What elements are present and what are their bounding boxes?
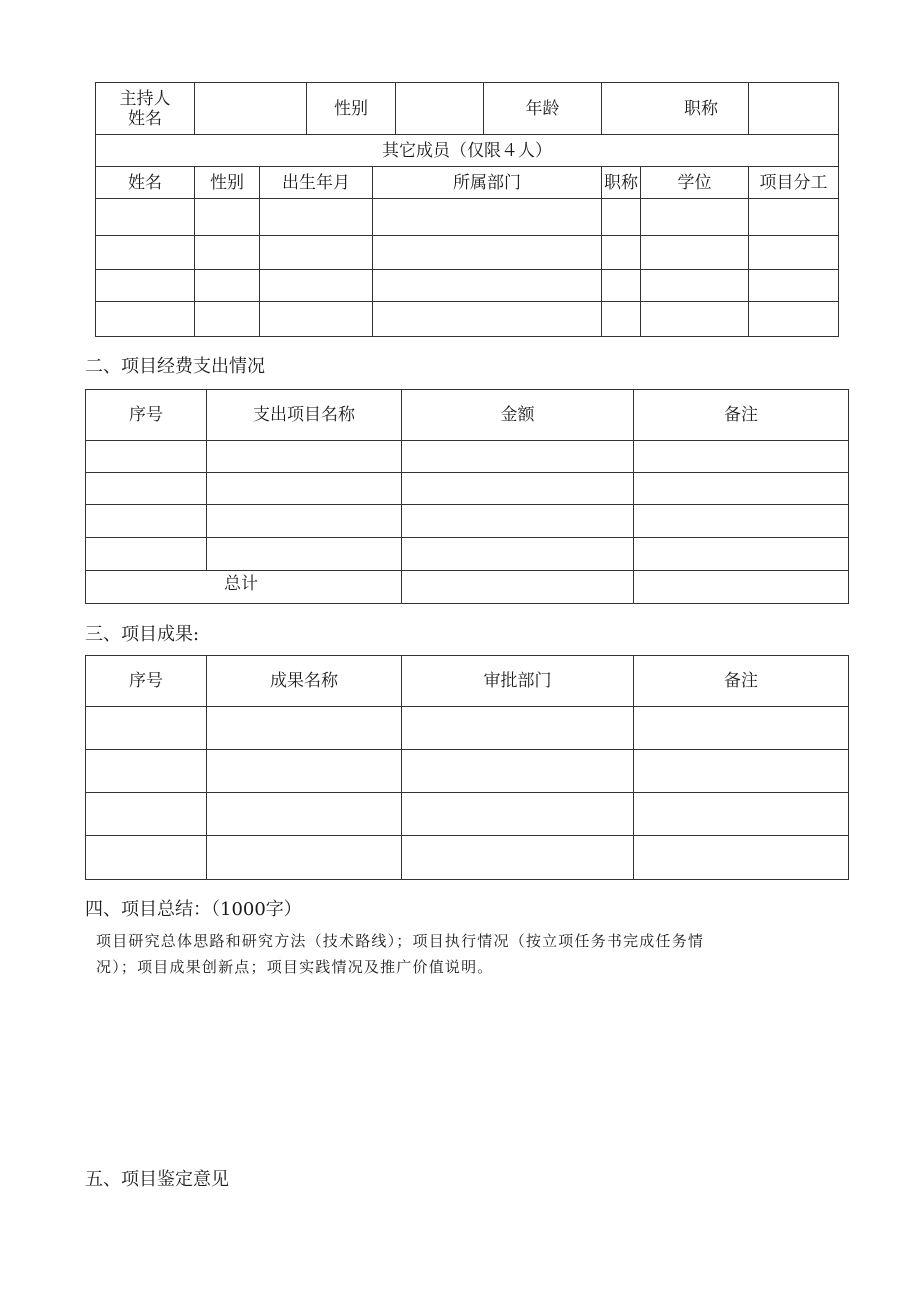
expense-cell[interactable] bbox=[86, 473, 207, 505]
member-cell[interactable] bbox=[373, 236, 602, 270]
expense-row bbox=[86, 505, 849, 538]
member-cell[interactable] bbox=[260, 236, 373, 270]
host-name-cell[interactable] bbox=[195, 83, 307, 135]
section2-heading: 二、项目经费支出情况 bbox=[85, 356, 265, 377]
expense-total-amount[interactable] bbox=[402, 571, 634, 604]
host-gender-label: 性别 bbox=[307, 83, 396, 135]
host-age-label: 年龄 bbox=[484, 83, 602, 135]
member-cell[interactable] bbox=[195, 199, 260, 236]
expense-cell[interactable] bbox=[402, 538, 634, 571]
results-row bbox=[86, 836, 849, 880]
expense-header-item: 支出项目名称 bbox=[207, 390, 402, 441]
member-cell[interactable] bbox=[749, 236, 839, 270]
expense-header-index: 序号 bbox=[86, 390, 207, 441]
section5-heading: 五、项目鉴定意见 bbox=[85, 1169, 229, 1190]
expense-cell[interactable] bbox=[634, 505, 849, 538]
member-cell[interactable] bbox=[260, 302, 373, 337]
member-cell[interactable] bbox=[373, 302, 602, 337]
expense-cell[interactable] bbox=[207, 473, 402, 505]
member-cell[interactable] bbox=[602, 270, 641, 302]
results-cell[interactable] bbox=[634, 836, 849, 880]
results-header-remark: 备注 bbox=[634, 656, 849, 707]
results-cell[interactable] bbox=[86, 707, 207, 750]
expense-table bbox=[85, 389, 849, 604]
results-header-name: 成果名称 bbox=[207, 656, 402, 707]
expense-header-amount: 金额 bbox=[402, 390, 634, 441]
host-gender-cell[interactable] bbox=[396, 83, 484, 135]
member-cell[interactable] bbox=[641, 270, 749, 302]
results-table bbox=[85, 655, 849, 880]
member-cell[interactable] bbox=[749, 199, 839, 236]
expense-cell[interactable] bbox=[207, 505, 402, 538]
results-row bbox=[86, 793, 849, 836]
results-row bbox=[86, 750, 849, 793]
results-cell[interactable] bbox=[634, 707, 849, 750]
expense-header-remark: 备注 bbox=[634, 390, 849, 441]
results-row bbox=[86, 707, 849, 750]
results-cell[interactable] bbox=[402, 707, 634, 750]
member-cell[interactable] bbox=[602, 302, 641, 337]
member-cell[interactable] bbox=[749, 302, 839, 337]
member-cell[interactable] bbox=[602, 236, 641, 270]
results-cell[interactable] bbox=[634, 750, 849, 793]
member-row bbox=[96, 270, 839, 302]
member-cell[interactable] bbox=[260, 270, 373, 302]
results-cell[interactable] bbox=[86, 836, 207, 880]
results-cell[interactable] bbox=[86, 750, 207, 793]
member-cell[interactable] bbox=[641, 199, 749, 236]
expense-row bbox=[86, 473, 849, 505]
expense-cell[interactable] bbox=[207, 441, 402, 473]
member-cell[interactable] bbox=[96, 199, 195, 236]
results-cell[interactable] bbox=[207, 707, 402, 750]
expense-row bbox=[86, 538, 849, 571]
expense-total-label: 总计 bbox=[86, 571, 402, 604]
member-row bbox=[96, 199, 839, 236]
members-table bbox=[95, 82, 839, 337]
member-row bbox=[96, 302, 839, 337]
results-cell[interactable] bbox=[207, 750, 402, 793]
host-title-cell[interactable] bbox=[749, 83, 839, 135]
member-cell[interactable] bbox=[373, 199, 602, 236]
member-cell[interactable] bbox=[96, 302, 195, 337]
results-cell[interactable] bbox=[402, 836, 634, 880]
host-title-label: 职称 bbox=[602, 83, 749, 135]
results-cell[interactable] bbox=[402, 793, 634, 836]
member-cell[interactable] bbox=[96, 236, 195, 270]
member-cell[interactable] bbox=[260, 199, 373, 236]
expense-cell[interactable] bbox=[86, 505, 207, 538]
section4-note bbox=[96, 928, 826, 980]
col-header-title: 职称 bbox=[602, 167, 641, 199]
host-name-label-line2: 姓名 bbox=[128, 108, 162, 129]
member-cell[interactable] bbox=[195, 302, 260, 337]
expense-cell[interactable] bbox=[86, 538, 207, 571]
expense-cell[interactable] bbox=[402, 473, 634, 505]
results-header-index: 序号 bbox=[86, 656, 207, 707]
member-cell[interactable] bbox=[641, 302, 749, 337]
section4-note-line2: 况）；项目成果创新点；项目实践情况及推广价值说明。 bbox=[96, 958, 494, 976]
col-header-department: 所属部门 bbox=[373, 167, 602, 199]
results-cell[interactable] bbox=[634, 793, 849, 836]
results-cell[interactable] bbox=[207, 793, 402, 836]
expense-cell[interactable] bbox=[402, 505, 634, 538]
member-cell[interactable] bbox=[641, 236, 749, 270]
results-cell[interactable] bbox=[402, 750, 634, 793]
other-members-label: 其它成员（仅限４人） bbox=[96, 135, 839, 167]
member-cell[interactable] bbox=[195, 270, 260, 302]
host-name-label bbox=[96, 83, 195, 135]
member-cell[interactable] bbox=[749, 270, 839, 302]
col-header-name: 姓名 bbox=[96, 167, 195, 199]
expense-cell[interactable] bbox=[634, 538, 849, 571]
expense-row bbox=[86, 441, 849, 473]
expense-cell[interactable] bbox=[402, 441, 634, 473]
col-header-degree: 学位 bbox=[641, 167, 749, 199]
member-cell[interactable] bbox=[373, 270, 602, 302]
col-header-birth: 出生年月 bbox=[260, 167, 373, 199]
results-cell[interactable] bbox=[207, 836, 402, 880]
section3-heading: 三、项目成果: bbox=[85, 624, 200, 645]
expense-cell[interactable] bbox=[86, 441, 207, 473]
col-header-role: 项目分工 bbox=[749, 167, 839, 199]
results-cell[interactable] bbox=[86, 793, 207, 836]
host-name-label-line1: 主持人 bbox=[119, 88, 171, 109]
section4-note-line1: 项目研究总体思路和研究方法（技术路线）；项目执行情况（按立项任务书完成任务情 bbox=[96, 932, 705, 950]
col-header-gender: 性别 bbox=[195, 167, 260, 199]
expense-cell[interactable] bbox=[634, 441, 849, 473]
results-header-department: 审批部门 bbox=[402, 656, 634, 707]
member-cell[interactable] bbox=[96, 270, 195, 302]
expense-total-remark[interactable] bbox=[634, 571, 849, 604]
member-cell[interactable] bbox=[602, 199, 641, 236]
expense-cell[interactable] bbox=[634, 473, 849, 505]
member-cell[interactable] bbox=[195, 236, 260, 270]
section4-heading: 四、项目总结：（1000字） bbox=[85, 899, 302, 920]
expense-cell[interactable] bbox=[207, 538, 402, 571]
member-row bbox=[96, 236, 839, 270]
